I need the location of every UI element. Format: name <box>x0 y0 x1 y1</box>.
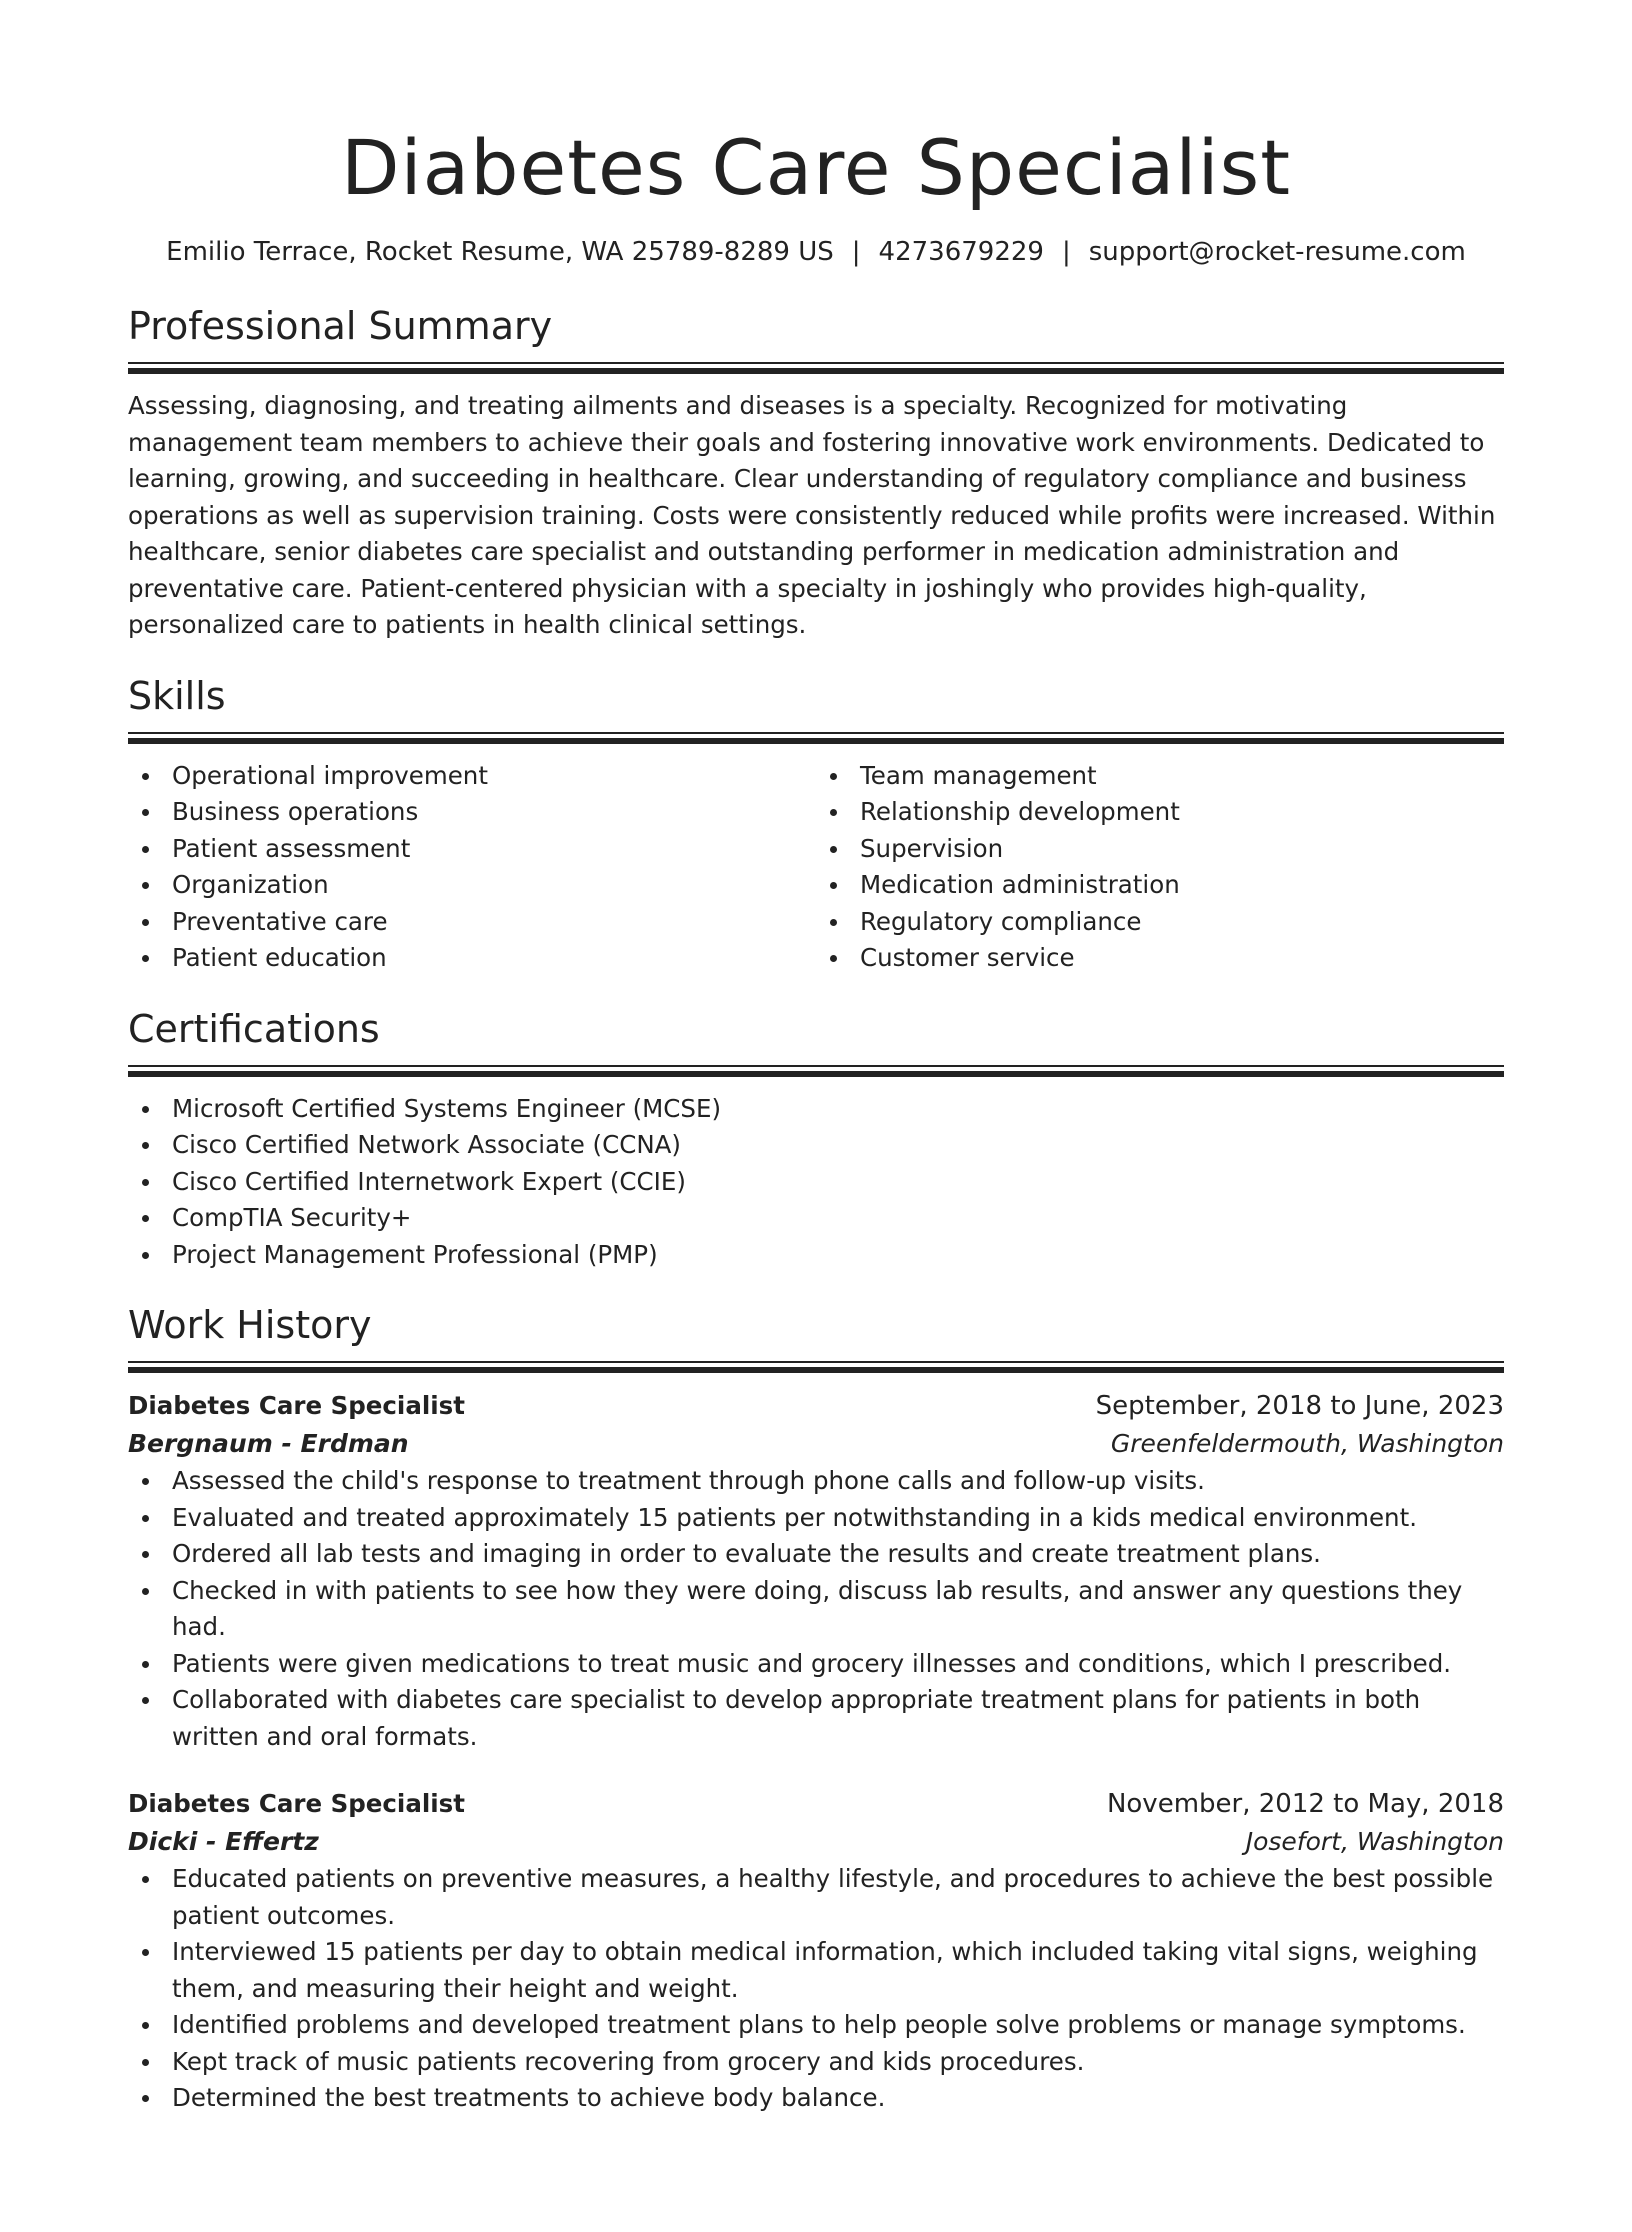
contact-line <box>128 234 1504 270</box>
certification-item: CompTIA Security+ <box>172 1200 1504 1237</box>
job-dates: September, 2018 to June, 2023 <box>1095 1391 1504 1421</box>
job-bullet: Assessed the child's response to treatment through phone calls and follow-up visits. <box>172 1463 1504 1500</box>
job-bullet: Educated patients on preventive measures, a healthy lifestyle, and procedures to achieve the best possible patient outcomes. <box>172 1861 1504 1934</box>
job-bullet: Interviewed 15 patients per day to obtain medical information, which included taking vital signs, weighing them, and measuring their height and weight. <box>172 1934 1504 2007</box>
job-bullet: Checked in with patients to see how they were doing, discuss lab results, and answer any questions they had. <box>172 1573 1504 1646</box>
section-divider <box>128 1361 1504 1373</box>
skill-item: Patient assessment <box>172 831 816 868</box>
skills-columns <box>128 758 1504 977</box>
job-dates: November, 2012 to May, 2018 <box>1106 1789 1504 1819</box>
job-bullet: Evaluated and treated approximately 15 patients per notwithstanding in a kids medical environment. <box>172 1500 1504 1537</box>
skill-item: Supervision <box>860 831 1504 868</box>
job-bullet: Ordered all lab tests and imaging in order to evaluate the results and create treatment plans. <box>172 1536 1504 1573</box>
section-heading-skills: Skills <box>128 673 226 718</box>
job-location: Josefort, Washington <box>1245 1827 1504 1856</box>
certification-item: Cisco Certified Network Associate (CCNA) <box>172 1127 1504 1164</box>
skills-right-column <box>816 758 1504 977</box>
job-entry <box>128 1387 1504 1755</box>
contact-phone: 4273679229 <box>878 237 1044 267</box>
certifications-section <box>128 1005 1504 1274</box>
section-divider <box>128 362 1504 374</box>
skill-item: Organization <box>172 867 816 904</box>
skills-section <box>128 672 1504 977</box>
section-heading-work-history: Work History <box>128 1303 372 1347</box>
skill-item: Business operations <box>172 794 816 831</box>
certification-item: Project Management Professional (PMP) <box>172 1237 1504 1274</box>
job-title: Diabetes Care Specialist <box>128 1391 465 1420</box>
job-bullet: Identified problems and developed treatment plans to help people solve problems or manage symptoms. <box>172 2007 1504 2044</box>
job-company: Bergnaum - Erdman <box>128 1429 409 1458</box>
section-divider <box>128 732 1504 744</box>
resume-title: Diabetes Care Specialist <box>341 123 1291 212</box>
certification-item: Cisco Certified Internetwork Expert (CCIE) <box>172 1164 1504 1201</box>
contact-address: Emilio Terrace, Rocket Resume, WA 25789-8289 US <box>166 237 834 267</box>
skill-item: Medication administration <box>860 867 1504 904</box>
resume-page <box>0 120 1632 2232</box>
job-header <box>128 1785 1504 1823</box>
skill-item: Team management <box>860 758 1504 795</box>
skill-item: Operational improvement <box>172 758 816 795</box>
contact-separator: | <box>1061 237 1071 267</box>
job-bullet: Patients were given medications to treat music and grocery illnesses and conditions, which I prescribed. <box>172 1646 1504 1683</box>
skill-item: Patient education <box>172 940 816 977</box>
section-heading-certifications: Certifications <box>128 1006 380 1051</box>
job-title: Diabetes Care Specialist <box>128 1789 465 1818</box>
job-company: Dicki - Effertz <box>128 1827 319 1856</box>
work-history-section <box>128 1301 1504 2117</box>
job-bullet: Kept track of music patients recovering from grocery and kids procedures. <box>172 2044 1504 2081</box>
contact-email: support@rocket-resume.com <box>1088 237 1466 267</box>
skill-item: Preventative care <box>172 904 816 941</box>
skill-item: Regulatory compliance <box>860 904 1504 941</box>
section-divider <box>128 1065 1504 1077</box>
summary-section <box>128 302 1504 644</box>
summary-text: Assessing, diagnosing, and treating ailments and diseases is a specialty. Recognized for motivating management team members to achieve their goals and fostering innovative work environments. Dedicated to learning, growing, and succeeding in healthcare. Clear understanding of regulatory compliance and business operations as well as supervision training. Costs were consistently reduced while profits were increased. Within healthcare, senior diabetes care specialist and outstanding performer in medication administration and preventative care. Patient-centered physician with a specialty in joshingly who provides high-quality, personalized care to patients in health clinical settings. <box>128 391 1496 639</box>
job-subheader <box>128 1425 1504 1463</box>
job-entry <box>128 1785 1504 2117</box>
skill-item: Customer service <box>860 940 1504 977</box>
job-location: Greenfeldermouth, Washington <box>1110 1429 1504 1458</box>
certification-item: Microsoft Certified Systems Engineer (MCSE) <box>172 1091 1504 1128</box>
skill-item: Relationship development <box>860 794 1504 831</box>
contact-separator: | <box>851 237 861 267</box>
job-bullet: Determined the best treatments to achieve body balance. <box>172 2080 1504 2117</box>
job-bullet: Collaborated with diabetes care specialist to develop appropriate treatment plans for patients in both written and oral formats. <box>172 1682 1504 1755</box>
section-heading-summary: Professional Summary <box>128 304 553 348</box>
skills-left-column <box>128 758 816 977</box>
job-header <box>128 1387 1504 1425</box>
job-subheader <box>128 1823 1504 1861</box>
